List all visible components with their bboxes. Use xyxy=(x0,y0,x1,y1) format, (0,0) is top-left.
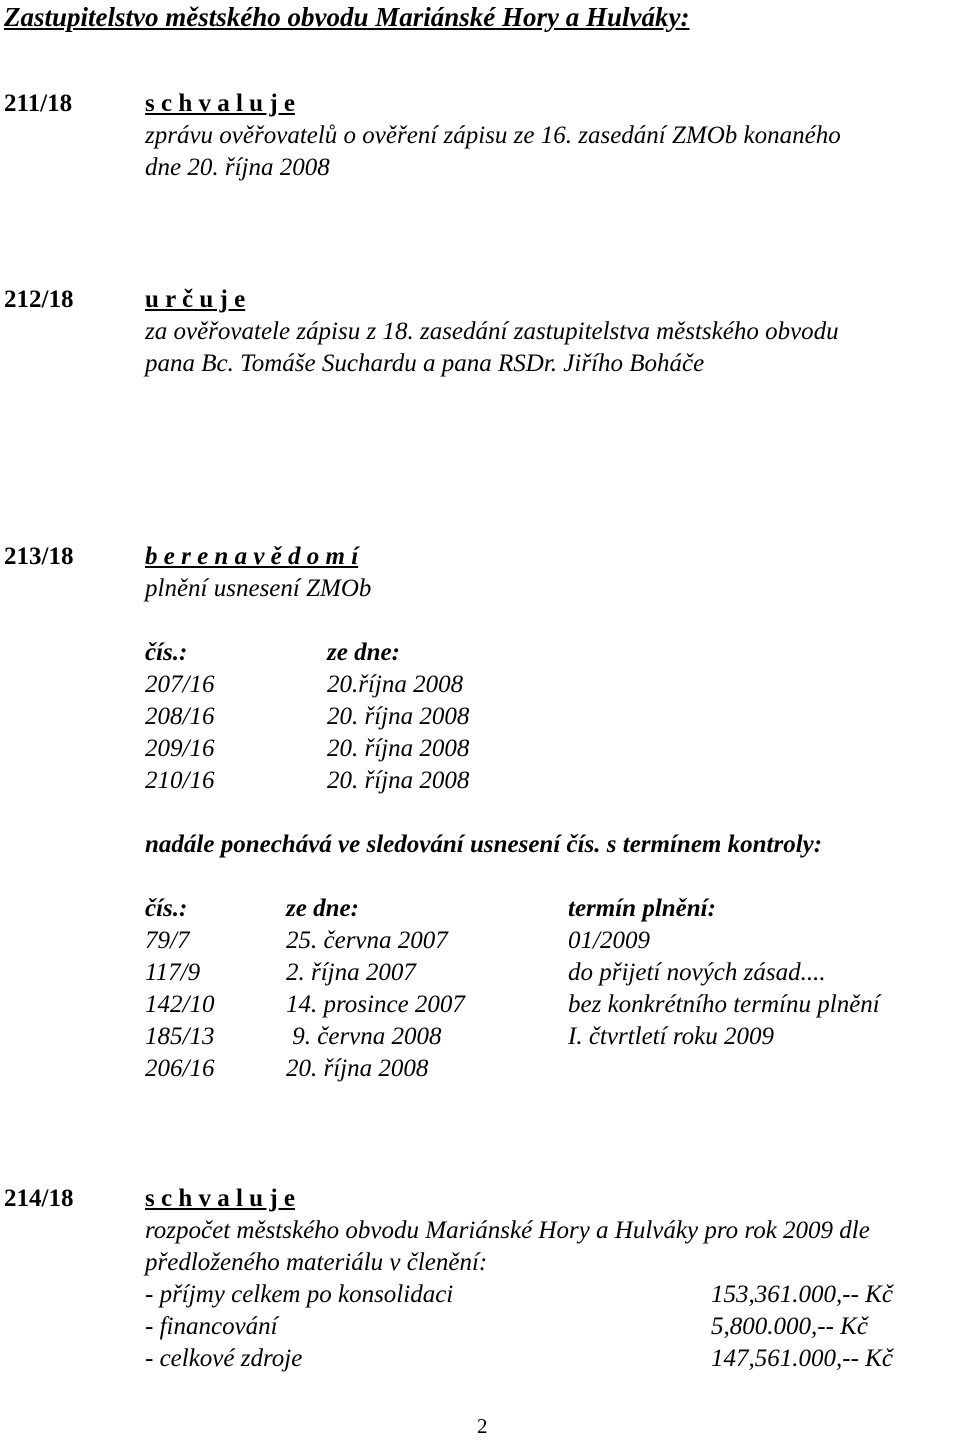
table-cell: 9. června 2008 xyxy=(286,1023,442,1050)
table-cell: 2. října 2007 xyxy=(286,959,416,986)
table-cell: 207/16 xyxy=(145,671,215,698)
budget-amount: 5,800.000,-- Kč xyxy=(711,1313,868,1340)
resolution-number: 212/18 xyxy=(4,286,74,313)
table-cell: 20. října 2008 xyxy=(327,735,470,762)
table-cell: 209/16 xyxy=(145,735,215,762)
resolution-number: 214/18 xyxy=(4,1185,74,1212)
table-cell: 20.října 2008 xyxy=(327,671,464,698)
table-cell: 208/16 xyxy=(145,703,215,730)
resolution-verb: s c h v a l u j e xyxy=(145,1185,295,1212)
budget-amount: 153,361.000,-- Kč xyxy=(711,1281,893,1308)
budget-label: - příjmy celkem po konsolidaci xyxy=(145,1281,454,1308)
resolution-text-line: za ověřovatele zápisu z 18. zasedání zastupitelstva městského obvodu xyxy=(145,318,839,345)
resolution-text-line: předloženého materiálu v členění: xyxy=(145,1249,488,1276)
budget-label: - financování xyxy=(145,1313,278,1340)
table-header-number: čís.: xyxy=(145,895,188,922)
table-header-deadline: termín plnění: xyxy=(568,895,716,922)
resolution-text-line: pana Bc. Tomáše Suchardu a pana RSDr. Jiřího Boháče xyxy=(145,350,705,377)
resolution-text-line: zprávu ověřovatelů o ověření zápisu ze 16. zasedání ZMOb konaného xyxy=(145,122,841,149)
resolution-text-line: dne 20. října 2008 xyxy=(145,154,330,181)
resolution-text-line: rozpočet městského obvodu Mariánské Hory a Hulváky pro rok 2009 dle xyxy=(145,1217,870,1244)
table-cell: 210/16 xyxy=(145,767,215,794)
table-cell: 206/16 xyxy=(145,1055,215,1082)
table-cell: 25. června 2007 xyxy=(286,927,448,954)
budget-label: - celkové zdroje xyxy=(145,1345,303,1372)
table-cell: 142/10 xyxy=(145,991,215,1018)
table-cell: 117/9 xyxy=(145,959,201,986)
resolution-number: 211/18 xyxy=(4,90,73,117)
resolution-verb: b e r e n a v ě d o m í xyxy=(145,543,359,570)
table-cell: 185/13 xyxy=(145,1023,215,1050)
page-number: 2 xyxy=(477,1414,488,1438)
budget-amount: 147,561.000,-- Kč xyxy=(711,1345,893,1372)
table-cell: do přijetí nových zásad.... xyxy=(568,959,826,986)
table-header-number: čís.: xyxy=(145,639,188,666)
table-cell: 14. prosince 2007 xyxy=(286,991,465,1018)
table-header-date: ze dne: xyxy=(327,639,400,666)
table-cell: 79/7 xyxy=(145,927,190,954)
subheading: nadále ponechává ve sledování usnesení čís. s termínem kontroly: xyxy=(145,831,823,858)
resolution-verb: s c h v a l u j e xyxy=(145,90,295,117)
table-cell: bez konkrétního termínu plnění xyxy=(568,991,880,1018)
table-header-date: ze dne: xyxy=(286,895,359,922)
resolution-number: 213/18 xyxy=(4,543,74,570)
table-cell: 01/2009 xyxy=(568,927,650,954)
resolution-verb: u r č u j e xyxy=(145,286,246,313)
resolution-text-line: plnění usnesení ZMOb xyxy=(145,575,372,602)
table-cell: 20. října 2008 xyxy=(327,767,470,794)
table-cell: 20. října 2008 xyxy=(327,703,470,730)
document-heading: Zastupitelstvo městského obvodu Mariánské Hory a Hulváky: xyxy=(4,2,690,32)
table-cell: I. čtvrtletí roku 2009 xyxy=(568,1023,774,1050)
table-cell: 20. října 2008 xyxy=(286,1055,429,1082)
